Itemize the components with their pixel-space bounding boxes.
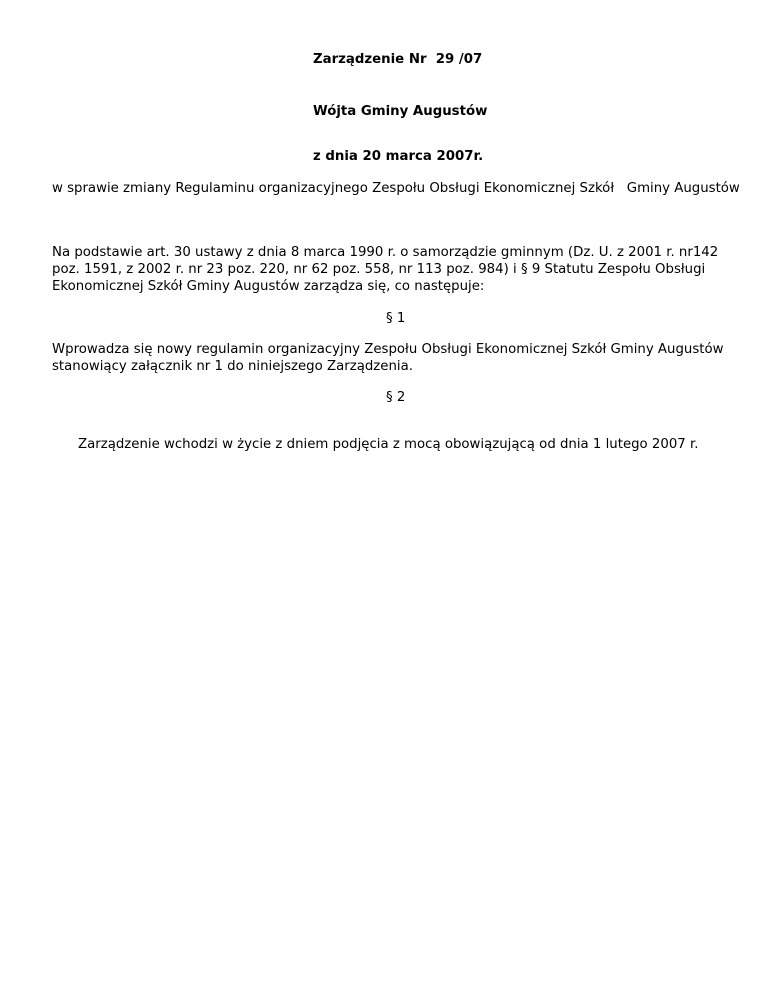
- document-subject: w sprawie zmiany Regulaminu organizacyjnego Zespołu Obsługi Ekonomicznej Szkół Gminy Augustów: [52, 181, 740, 196]
- section-1-mark: § 1: [386, 311, 406, 326]
- document-title-number: Zarządzenie Nr 29 /07: [313, 52, 483, 67]
- document-title-date: z dnia 20 marca 2007r.: [313, 149, 484, 164]
- legal-basis-paragraph: Na podstawie art. 30 ustawy z dnia 8 marca 1990 r. o samorządzie gminnym (Dz. U. z 2001 r. nr142 poz. 1591, z 2002 r. nr 23 poz. 220, nr 62 poz. 558, nr 113 poz. 984) i § 9 Statutu Zespołu Obsługi Ekonomicznej Szkół Gminy Augustów zarządza się, co następuje:: [52, 245, 719, 294]
- section-2-text: Zarządzenie wchodzi w życie z dniem podjęcia z mocą obowiązującą od dnia 1 lutego 2007 r.: [78, 437, 699, 452]
- section-2-mark: § 2: [386, 390, 406, 405]
- document-title-issuer: Wójta Gminy Augustów: [313, 104, 488, 119]
- section-1-text: Wprowadza się nowy regulamin organizacyjny Zespołu Obsługi Ekonomicznej Szkół Gminy Augustów stanowiący załącznik nr 1 do niniejszego Zarządzenia.: [52, 342, 724, 374]
